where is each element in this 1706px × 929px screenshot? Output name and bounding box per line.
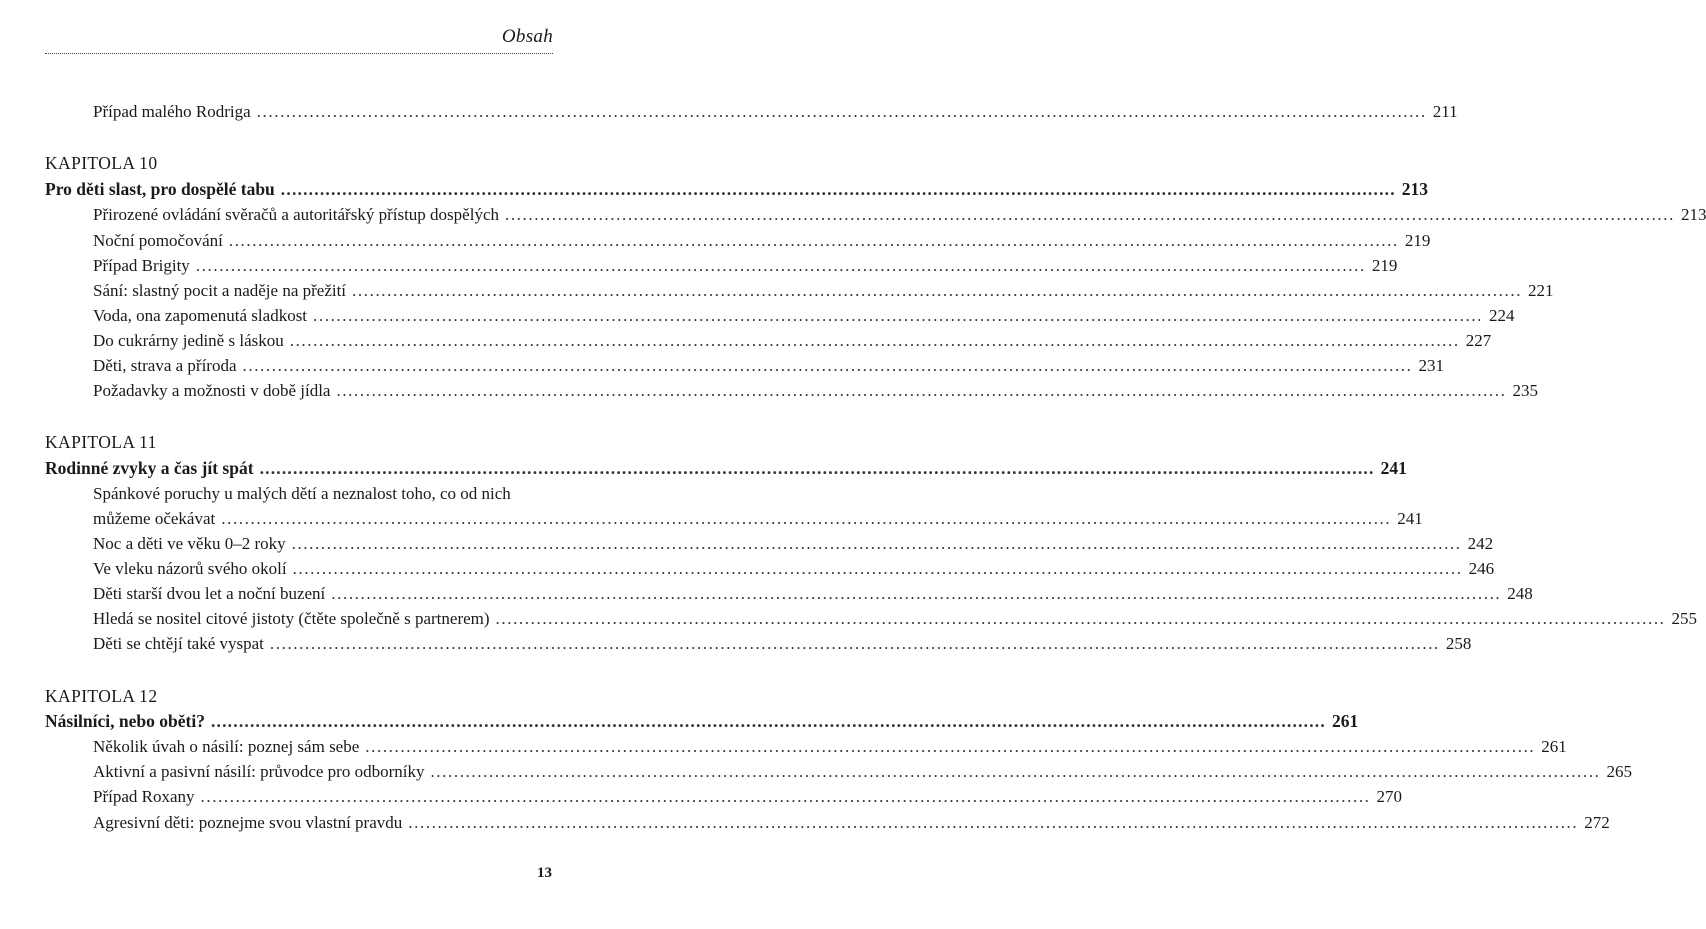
chapter-heading-11: KAPITOLA 11 (45, 432, 157, 452)
dot-leader: ........................................................................................................................................................................................................ (430, 762, 1601, 781)
chapter-heading-12: KAPITOLA 12 (45, 686, 158, 706)
toc-entry (93, 534, 1494, 554)
dot-leader: ........................................................................................................................................................................................................ (365, 737, 1536, 756)
toc-entry-title: Několik úvah o násilí: poznej sám sebe (93, 737, 360, 756)
toc-section (45, 711, 1359, 732)
toc-entry-title: Do cukrárny jedině s láskou (93, 331, 284, 350)
toc-entry-page: 224 (1489, 306, 1515, 325)
toc-entry (93, 281, 1554, 301)
toc-section-title: Rodinné zvyky a čas jít spát (45, 458, 254, 478)
toc-entry (93, 306, 1515, 326)
toc-entry (93, 813, 1610, 833)
toc-entry (93, 256, 1398, 276)
toc-entry-title: Požadavky a možnosti v době jídla (93, 381, 331, 400)
dot-leader: ........................................................................................................................................................................................................ (269, 634, 1440, 653)
toc-entry-page: 221 (1528, 281, 1554, 300)
dot-leader: ........................................................................................................................................................................................................ (336, 381, 1507, 400)
dot-leader: ........................................................................................................................................................................................................ (495, 609, 1666, 628)
page-number: 13 (537, 865, 552, 881)
dot-leader: ........................................................................................................................................................................................................ (352, 281, 1523, 300)
running-header-title: Obsah (501, 26, 553, 47)
toc-entry-title-line1: Spánkové poruchy u malých dětí a neznalost toho, co od nich (93, 484, 511, 503)
toc-entry (93, 331, 1492, 351)
toc-section-page: 261 (1331, 711, 1359, 731)
dot-leader: ........................................................................................................................................................................................................ (228, 231, 1399, 250)
toc-entry-title: Děti starší dvou let a noční buzení (93, 584, 326, 603)
toc-entry-title: Děti se chtějí také vyspat (93, 634, 264, 653)
dot-leader: ........................................................................................................................................................................................................ (408, 813, 1579, 832)
toc-entry-page: 231 (1418, 356, 1444, 375)
toc-entry (93, 381, 1538, 401)
toc-entry-title: Aktivní a pasivní násilí: průvodce pro odborníky (93, 762, 425, 781)
toc-entry (93, 559, 1495, 579)
toc-entry (93, 737, 1567, 757)
dot-leader: ........................................................................................................................................................................................................ (259, 458, 1375, 478)
toc-entry-page: 242 (1467, 534, 1494, 553)
toc-section-title: Pro děti slast, pro dospělé tabu (45, 179, 275, 199)
dot-leader: ........................................................................................................................................................................................................ (289, 331, 1460, 350)
toc-entry-page: 235 (1512, 381, 1538, 400)
toc-entry-title: Sání: slastný pocit a naděje na přežití (93, 281, 347, 300)
toc-entry-page: 219 (1404, 231, 1431, 250)
toc-entry (93, 787, 1403, 807)
toc-section (45, 458, 1407, 479)
toc-entry-page: 248 (1507, 584, 1533, 603)
dot-leader: ........................................................................................................................................................................................................ (210, 711, 1326, 731)
toc-entry-title: Agresivní děti: poznejme svou vlastní pravdu (93, 813, 403, 832)
toc-entry-page: 270 (1376, 787, 1403, 806)
dot-leader: ........................................................................................................................................................................................................ (195, 256, 1366, 275)
dot-leader: ........................................................................................................................................................................................................ (331, 584, 1502, 603)
toc-section (45, 179, 1429, 200)
dot-leader: ........................................................................................................................................................................................................ (256, 102, 1427, 121)
dot-leader: ........................................................................................................................................................................................................ (221, 509, 1392, 528)
toc-entry-title: můžeme očekávat (93, 509, 216, 528)
toc-entry-title: Noční pomočování (93, 231, 223, 250)
toc-entry (93, 509, 1423, 529)
chapter-heading-10: KAPITOLA 10 (45, 153, 158, 173)
toc-section-page: 241 (1380, 458, 1407, 478)
toc-entry (93, 102, 1458, 122)
dot-leader: ........................................................................................................................................................................................................ (291, 534, 1462, 553)
toc-entry-title: Případ Roxany (93, 787, 195, 806)
toc-section-page: 213 (1401, 179, 1429, 199)
toc-entry (93, 609, 1698, 629)
toc-entry (93, 205, 1706, 225)
toc-entry (93, 584, 1533, 604)
toc-entry-title: Noc a děti ve věku 0–2 roky (93, 534, 286, 553)
toc-entry-page: 211 (1432, 102, 1458, 121)
toc-entry-title: Případ malého Rodriga (93, 102, 251, 121)
dot-leader: ........................................................................................................................................................................................................ (242, 356, 1413, 375)
toc-entry-page: 255 (1671, 609, 1698, 628)
toc-entry-page: 265 (1606, 762, 1632, 781)
header-dotted-rule (45, 53, 553, 54)
dot-leader: ........................................................................................................................................................................................................ (292, 559, 1463, 578)
toc-entry-title: Případ Brigity (93, 256, 190, 275)
toc-section-title: Násilníci, nebo oběti? (45, 711, 205, 731)
toc-entry (93, 762, 1632, 782)
toc-entry-title: Hledá se nositel citové jistoty (čtěte společně s partnerem) (93, 609, 490, 628)
toc-entry-title: Voda, ona zapomenutá sladkost (93, 306, 308, 325)
toc-entry (93, 356, 1444, 376)
dot-leader: ........................................................................................................................................................................................................ (313, 306, 1484, 325)
toc-entry-page: 272 (1584, 813, 1610, 832)
dot-leader: ........................................................................................................................................................................................................ (200, 787, 1371, 806)
dot-leader: ........................................................................................................................................................................................................ (280, 179, 1396, 199)
toc-entry-title: Přirozené ovládání svěračů a autoritářský přístup dospělých (93, 205, 499, 224)
toc-entry-title: Děti, strava a příroda (93, 356, 237, 375)
toc-entry-title: Ve vleku názorů svého okolí (93, 559, 287, 578)
toc-entry-page: 241 (1397, 509, 1423, 528)
toc-entry-page: 219 (1371, 256, 1398, 275)
toc-entry-page: 246 (1468, 559, 1495, 578)
toc-entry-page: 227 (1465, 331, 1492, 350)
toc-entry-page: 213 (1680, 205, 1706, 224)
toc-entry-page: 261 (1541, 737, 1567, 756)
toc-entry (93, 231, 1431, 251)
dot-leader: ........................................................................................................................................................................................................ (504, 205, 1675, 224)
toc-entry-page: 258 (1445, 634, 1472, 653)
toc-entry (93, 634, 1472, 654)
